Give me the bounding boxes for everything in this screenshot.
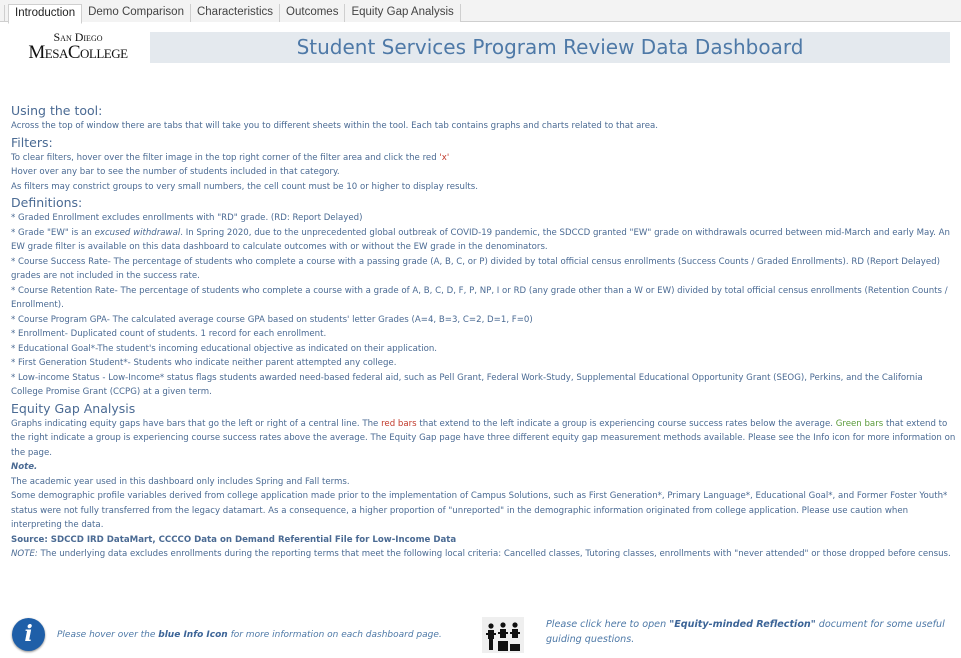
tab-bar <box>0 0 961 22</box>
filters-line-1-text: To clear filters, hover over the filter image in the top right corner of the filter area and click the red <box>11 152 440 163</box>
def-ew-grade <box>11 226 956 255</box>
tab-outcomes[interactable]: Outcomes <box>280 4 345 22</box>
using-tool-heading: Using the tool: <box>11 103 103 118</box>
intro-content <box>11 102 956 562</box>
def-educational-goal: * Educational Goal*-The student's incoming educational objective as indicated on their application. <box>11 343 438 354</box>
info-hint-text <box>57 630 442 640</box>
info-hint-bold: blue Info Icon <box>158 629 228 640</box>
def-retention-rate: * Course Retention Rate- The percentage of students who complete a course with a grade of A, B, C, D, F, P, NP, I or RD (any grade other than a W or EW) divided by total official census enrollments (Retention Counts / Enrollment). <box>11 285 948 310</box>
eq-link-post: document for some useful guiding questions. <box>546 619 945 645</box>
def-ew-pre: * Grade "EW" is an <box>11 227 95 238</box>
equity-text-post: that extend to the right indicate a group is experiencing course success rates above the average. The Equity Gap page have three different equity gap measurement methods available. Please see the Info icon for more information on the page. <box>11 418 956 458</box>
exclusion-note-text: The underlying data excludes enrollments during the reporting terms that meet the following local criteria: Cancelled classes, Tutoring classes, enrollments with "never attended" or those dropped before census. <box>37 549 951 559</box>
header-banner <box>150 32 950 63</box>
eq-link-bold: "Equity-minded Reflection" <box>669 619 816 630</box>
logo-line-2: MesaCollege <box>28 42 128 63</box>
page-title: Student Services Program Review Data Dashboard <box>296 35 804 59</box>
eq-link-pre: Please click here to open <box>546 619 670 630</box>
equity-text-pre: Graphs indicating equity gaps have bars that go the left or right of a central line. The <box>11 418 382 429</box>
equity-heading: Equity Gap Analysis <box>11 400 136 416</box>
note-label-text: Note. <box>11 462 38 472</box>
green-bars-label: Green bars <box>835 418 884 429</box>
equity-text <box>11 417 956 461</box>
demographic-note: Some demographic profile variables derived from college application made prior to the implementation of Campus Solutions, such as First Generation*, Primary Language*, Educational Goal*, and Former Foster Youth* status were not fully transferred from the legacy datamart. As a consequence, a higher proportion of "unreported" in the demographic information originated from college application. Please use caution when interpreting the data. <box>11 491 948 530</box>
tab-characteristics[interactable]: Characteristics <box>191 4 280 22</box>
exclusion-note-label: NOTE: <box>11 549 38 559</box>
note-label <box>11 460 956 475</box>
def-ew-post: . In Spring 2020, due to the unprecedented global outbreak of COVID-19 pandemic, the SDCCD granted "EW" grade on withdrawals ocurred between mid-March and early May. An EW grade filter is available on this data dashboard to calculate outcomes with or without the EW grade in the denominators. <box>11 227 950 252</box>
people-podium-icon[interactable] <box>482 617 524 653</box>
info-icon[interactable]: i <box>12 618 45 651</box>
tab-introduction[interactable]: Introduction <box>8 4 82 24</box>
def-low-income: * Low-income Status - Low-Income* status flags students awarded need-based federal aid, such as Pell Grant, Federal Work-Study, Supplemental Educational Opportunity Grant (SEOG), Perkins, and the California College Promise Grant (CCPG) at a given term. <box>11 372 923 397</box>
red-bars-label: red bars <box>381 418 417 429</box>
using-tool-text: Across the top of window there are tabs that will take you to different sheets within the tool. Each tab contains graphs and charts related to that area. <box>11 121 659 131</box>
exclusion-note <box>11 547 956 562</box>
info-footer <box>12 618 442 651</box>
tabs <box>8 4 461 22</box>
def-gpa: * Course Program GPA- The calculated average course GPA based on students' letter Grades (A=4, B=3, C=2, D=1, F=0) <box>11 314 533 325</box>
source-line: Source: SDCCD IRD DataMart, CCCCO Data on Demand Referential File for Low-Income Data <box>11 534 457 545</box>
equity-reflection-link[interactable] <box>546 617 956 647</box>
filters-line-1 <box>11 151 956 166</box>
equity-text-mid: that extend to the left indicate a group is experiencing course success rates below the average. <box>416 418 836 429</box>
info-hint-post: for more information on each dashboard page. <box>227 629 442 640</box>
def-ew-italic: excused withdrawal <box>94 227 181 238</box>
equity-reflection-footer <box>482 617 956 653</box>
tab-equity-gap-analysis[interactable]: Equity Gap Analysis <box>345 4 460 22</box>
tab-bar-lead <box>0 5 5 21</box>
def-graded-enrollment: * Graded Enrollment excludes enrollments with "RD" grade. (RD: Report Delayed) <box>11 213 363 223</box>
filters-line-2: Hover over any bar to see the number of students included in that category. <box>11 167 340 177</box>
red-x-label: 'x' <box>439 152 450 163</box>
logo-line-1: San Diego <box>53 30 103 44</box>
info-hint-pre: Please hover over the <box>57 629 159 640</box>
filters-line-3: As filters may constrict groups to very small numbers, the cell count must be 10 or higher to display results. <box>11 181 478 192</box>
filters-heading: Filters: <box>11 134 53 150</box>
def-success-rate: * Course Success Rate- The percentage of students who complete a course with a passing grade (A, B, C, or P) divided by total official census enrollments (Success Counts / Graded Enrollments). RD (Report Delayed) grades are not included in the success rate. <box>11 256 940 281</box>
def-first-gen: * First Generation Student*- Students who indicate neither parent attempted any college. <box>11 358 397 368</box>
academic-year-note: The academic year used in this dashboard only includes Spring and Fall terms. <box>11 476 350 487</box>
definitions-heading: Definitions: <box>11 195 83 210</box>
college-logo <box>20 31 136 65</box>
tab-demo-comparison[interactable]: Demo Comparison <box>82 4 191 22</box>
def-enrollment: * Enrollment- Duplicated count of students. 1 record for each enrollment. <box>11 329 327 339</box>
